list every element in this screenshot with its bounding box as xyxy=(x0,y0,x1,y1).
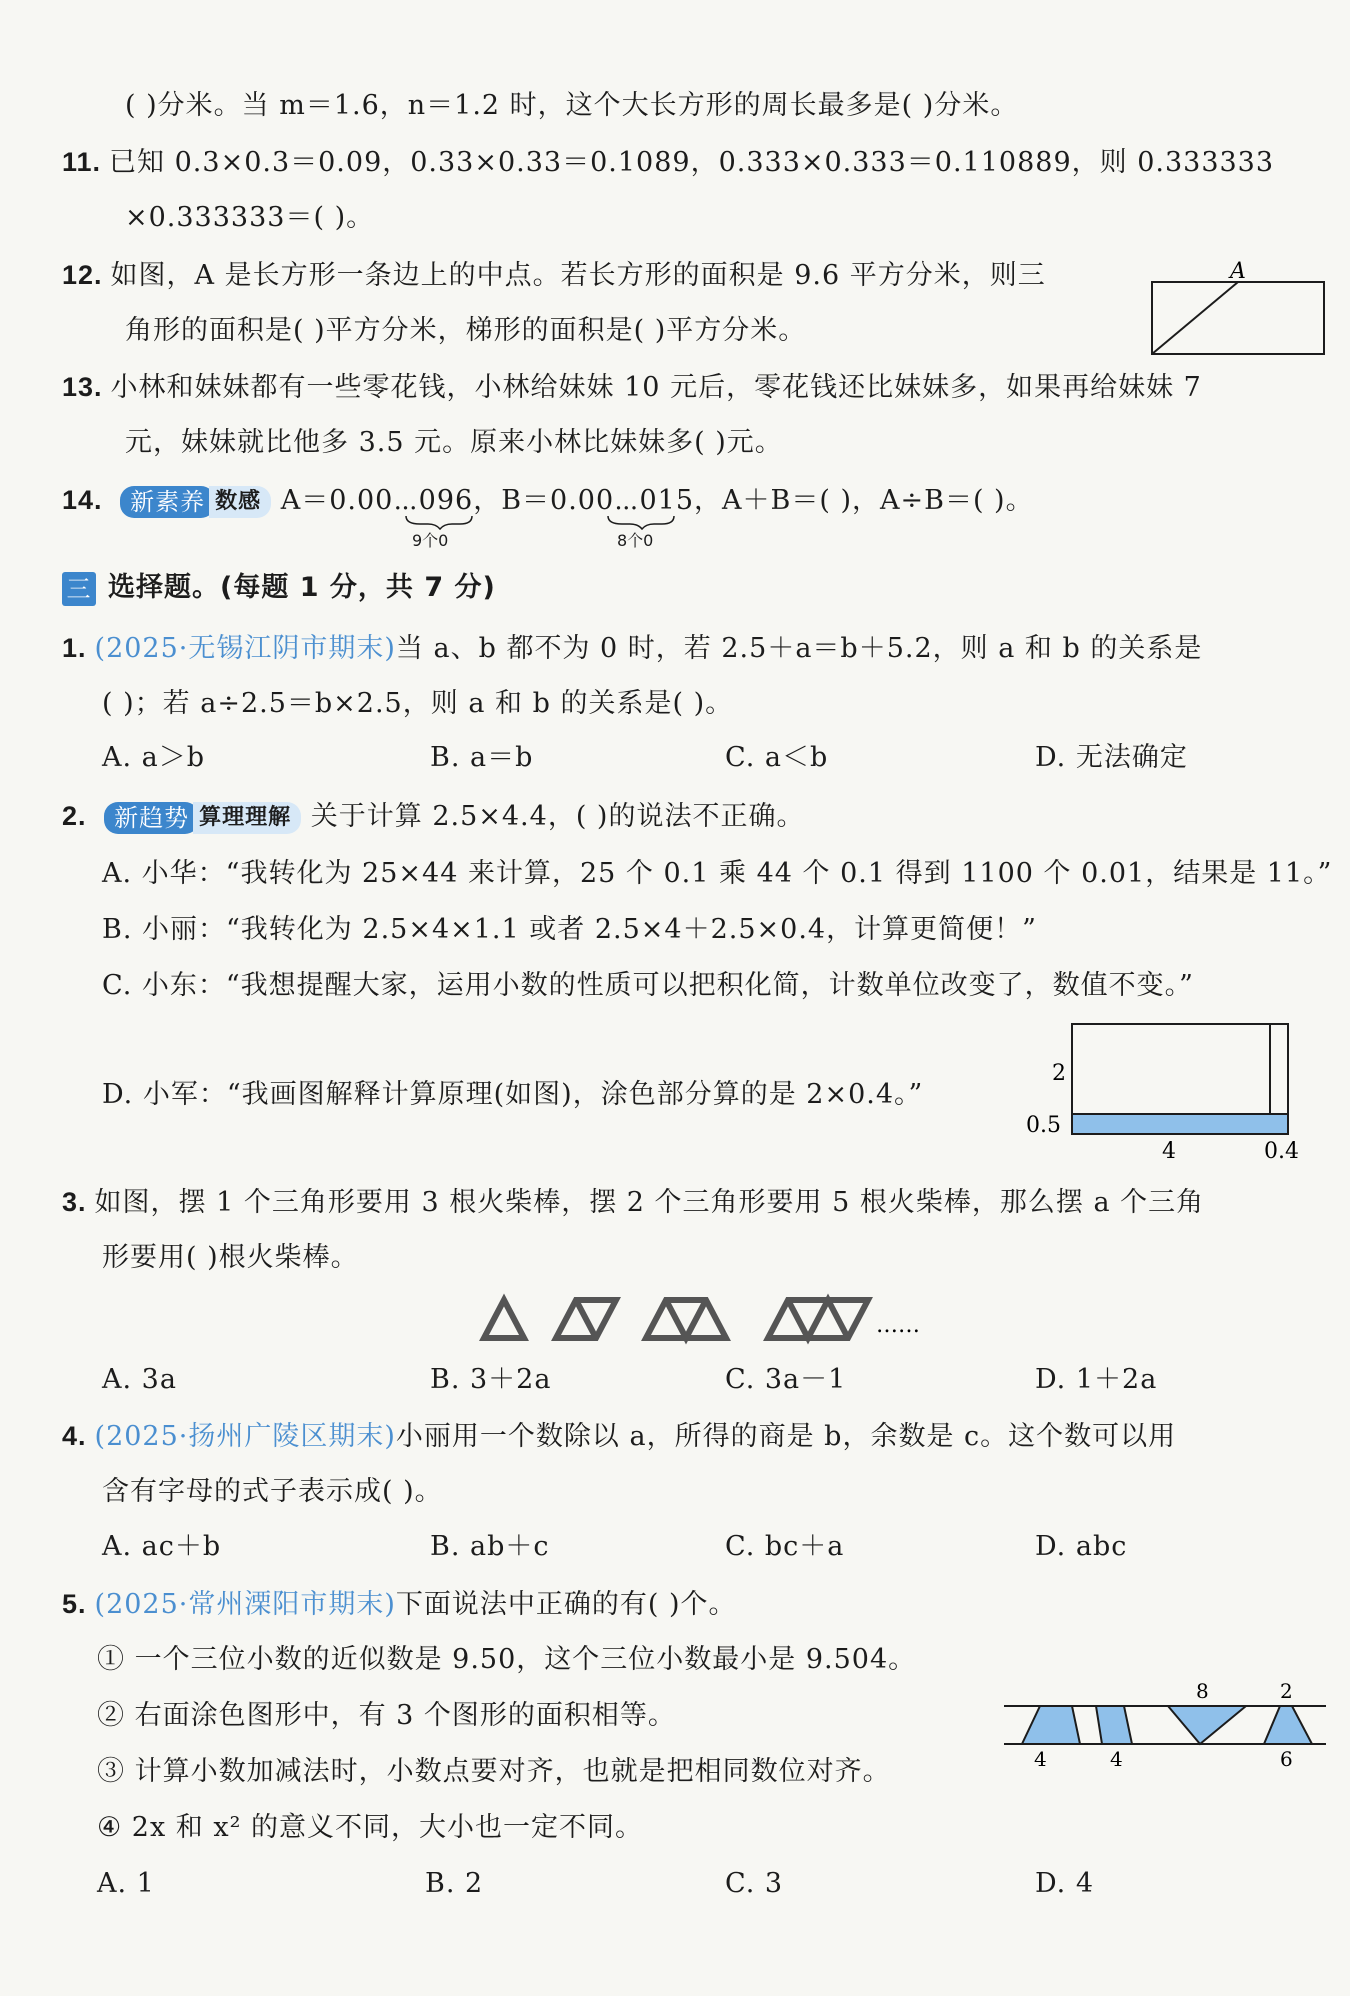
label-top-8: 8 xyxy=(1196,1679,1209,1703)
choice-question-2 xyxy=(62,796,804,837)
statement-2: ② 右面涂色图形中，有 3 个图形的面积相等。 xyxy=(97,1700,676,1731)
tag-number-sense: 数感 xyxy=(209,486,271,518)
question-number: 1. xyxy=(62,633,87,663)
option-c: C. 小东：“我想提醒大家，运用小数的性质可以把积化简，计数单位改变了，数值不变。” xyxy=(102,970,1194,1001)
matchstick-triangles-figure xyxy=(478,1290,948,1346)
source-label: (2025·无锡江阴市期末) xyxy=(94,633,396,664)
question-number: 13. xyxy=(62,372,103,402)
option-d: D. abc xyxy=(1035,1531,1128,1562)
c2-area-model-figure xyxy=(1020,1018,1310,1166)
source-label: (2025·扬州广陵区期末) xyxy=(94,1421,396,1452)
choice-question-4 xyxy=(62,1416,1176,1457)
bottom-left-label: 0.5 xyxy=(1026,1113,1061,1138)
option-b: B. 3＋2a xyxy=(430,1364,552,1395)
shaded-strip xyxy=(1072,1114,1288,1134)
label-bottom-4b: 4 xyxy=(1110,1747,1123,1771)
question-13-line2: 元，妹妹就比他多 3.5 元。原来小林比妹妹多( )元。 xyxy=(125,427,783,458)
choice-question-3-line2: 形要用( )根火柴棒。 xyxy=(102,1242,359,1273)
question-12-line2: 角形的面积是( )平方分米，梯形的面积是( )平方分米。 xyxy=(125,315,807,346)
section-number-badge: 三 xyxy=(62,572,96,606)
option-b: B. 2 xyxy=(425,1868,484,1899)
option-b: B. 小丽：“我转化为 2.5×4×1.1 或者 2.5×4＋2.5×0.4，计算更简便！” xyxy=(102,914,1037,945)
question-text: 已知 0.3×0.3＝0.09，0.33×0.33＝0.1089，0.333×0.333＝0.110889，则 0.333333 xyxy=(109,147,1275,178)
question-text: 小丽用一个数除以 a，所得的商是 b，余数是 c。这个数可以用 xyxy=(395,1421,1177,1452)
question-text: 如图，A 是长方形一条边上的中点。若长方形的面积是 9.6 平方分米，则三 xyxy=(110,260,1046,291)
question-11-line2: ×0.333333＝( )。 xyxy=(125,202,375,233)
source-label: (2025·常州溧阳市期末) xyxy=(94,1589,396,1620)
option-d: D. 4 xyxy=(1035,1868,1095,1899)
trapezoid-1 xyxy=(1022,1706,1080,1744)
option-d: D. 1＋2a xyxy=(1035,1364,1158,1395)
option-c: C. a＜b xyxy=(725,742,829,773)
option-a: A. a＞b xyxy=(102,742,206,773)
trapezoid-4 xyxy=(1264,1706,1312,1744)
option-c: C. 3 xyxy=(725,1868,784,1899)
label-bottom-4a: 4 xyxy=(1034,1747,1047,1771)
question-13 xyxy=(62,367,1202,408)
question-number: 2. xyxy=(62,801,87,831)
tag-new-trend: 新趋势 xyxy=(104,802,199,834)
tag-new-literacy: 新素养 xyxy=(120,486,215,518)
question-text: 当 a、b 都不为 0 时，若 2.5＋a＝b＋5.2，则 a 和 b 的关系是 xyxy=(395,633,1203,664)
side-label: 2 xyxy=(1052,1061,1066,1086)
brace-label-b: 8个0 xyxy=(617,531,654,550)
section-3-heading xyxy=(62,568,496,608)
brace-label-a: 9个0 xyxy=(412,531,449,550)
option-b: B. a＝b xyxy=(430,742,534,773)
statement-1: ① 一个三位小数的近似数是 9.50，这个三位小数最小是 9.504。 xyxy=(97,1644,917,1675)
option-a: A. 3a xyxy=(102,1364,177,1395)
option-d: D. 无法确定 xyxy=(1035,742,1188,773)
tag-reasoning: 算理理解 xyxy=(193,802,301,834)
c5-shaded-shapes-figure xyxy=(1000,1672,1330,1772)
bottom-mid-label: 4 xyxy=(1162,1139,1176,1164)
ellipsis: …… xyxy=(876,1313,920,1338)
q14-braces xyxy=(400,514,700,530)
question-text: 下面说法中正确的有( )个。 xyxy=(395,1589,737,1620)
option-a: A. 小华：“我转化为 25×44 来计算，25 个 0.1 乘 44 个 0.1 得到 1100 个 0.01，结果是 11。” xyxy=(102,858,1333,889)
question-number: 3. xyxy=(62,1187,87,1217)
bottom-right-label: 0.4 xyxy=(1264,1139,1299,1164)
choice-question-1-line2: ( )；若 a÷2.5＝b×2.5，则 a 和 b 的关系是( )。 xyxy=(102,688,734,719)
question-text: 小林和妹妹都有一些零花钱，小林给妹妹 10 元后，零花钱还比妹妹多，如果再给妹妹 7 xyxy=(110,372,1202,403)
choice-question-4-line2: 含有字母的式子表示成( )。 xyxy=(102,1476,443,1507)
choice-question-3 xyxy=(62,1182,1204,1223)
choice-question-5 xyxy=(62,1584,737,1625)
question-11 xyxy=(62,142,1274,183)
question-number: 12. xyxy=(62,260,103,290)
question-number: 5. xyxy=(62,1589,87,1619)
option-c: C. 3a－1 xyxy=(725,1364,847,1395)
q10-continuation: ( )分米。当 m＝1.6，n＝1.2 时，这个大长方形的周长最多是( )分米。 xyxy=(125,90,1019,121)
label-bottom-6: 6 xyxy=(1280,1747,1293,1771)
option-d: D. 小军：“我画图解释计算原理(如图)，涂色部分算的是 2×0.4。” xyxy=(102,1079,924,1110)
question-number: 11. xyxy=(62,147,102,177)
q12-rectangle-figure xyxy=(1140,258,1330,360)
label-top-2: 2 xyxy=(1280,1679,1293,1703)
triangle-3 xyxy=(1168,1706,1246,1744)
question-12 xyxy=(62,255,1046,296)
choice-question-1 xyxy=(62,628,1202,669)
option-a: A. 1 xyxy=(97,1868,155,1899)
question-text: A＝0.00⋯096，B＝0.00⋯015，A＋B＝( )，A÷B＝( )。 xyxy=(280,485,1034,516)
question-text: 如图，摆 1 个三角形要用 3 根火柴棒，摆 2 个三角形要用 5 根火柴棒，那么摆 a 个三角 xyxy=(94,1187,1205,1218)
question-text: 关于计算 2.5×4.4，( )的说法不正确。 xyxy=(310,801,805,832)
option-b: B. ab＋c xyxy=(430,1531,550,1562)
question-number: 14. xyxy=(62,485,103,515)
section-title: 选择题。(每题 1 分，共 7 分) xyxy=(108,572,496,603)
option-c: C. bc＋a xyxy=(725,1531,845,1562)
option-a: A. ac＋b xyxy=(102,1531,222,1562)
statement-3: ③ 计算小数加减法时，小数点要对齐，也就是把相同数位对齐。 xyxy=(97,1756,891,1787)
point-a-label: A xyxy=(1230,259,1246,284)
question-number: 4. xyxy=(62,1421,87,1451)
parallelogram-2 xyxy=(1096,1706,1132,1744)
statement-4: ④ 2x 和 x² 的意义不同，大小也一定不同。 xyxy=(97,1812,643,1843)
